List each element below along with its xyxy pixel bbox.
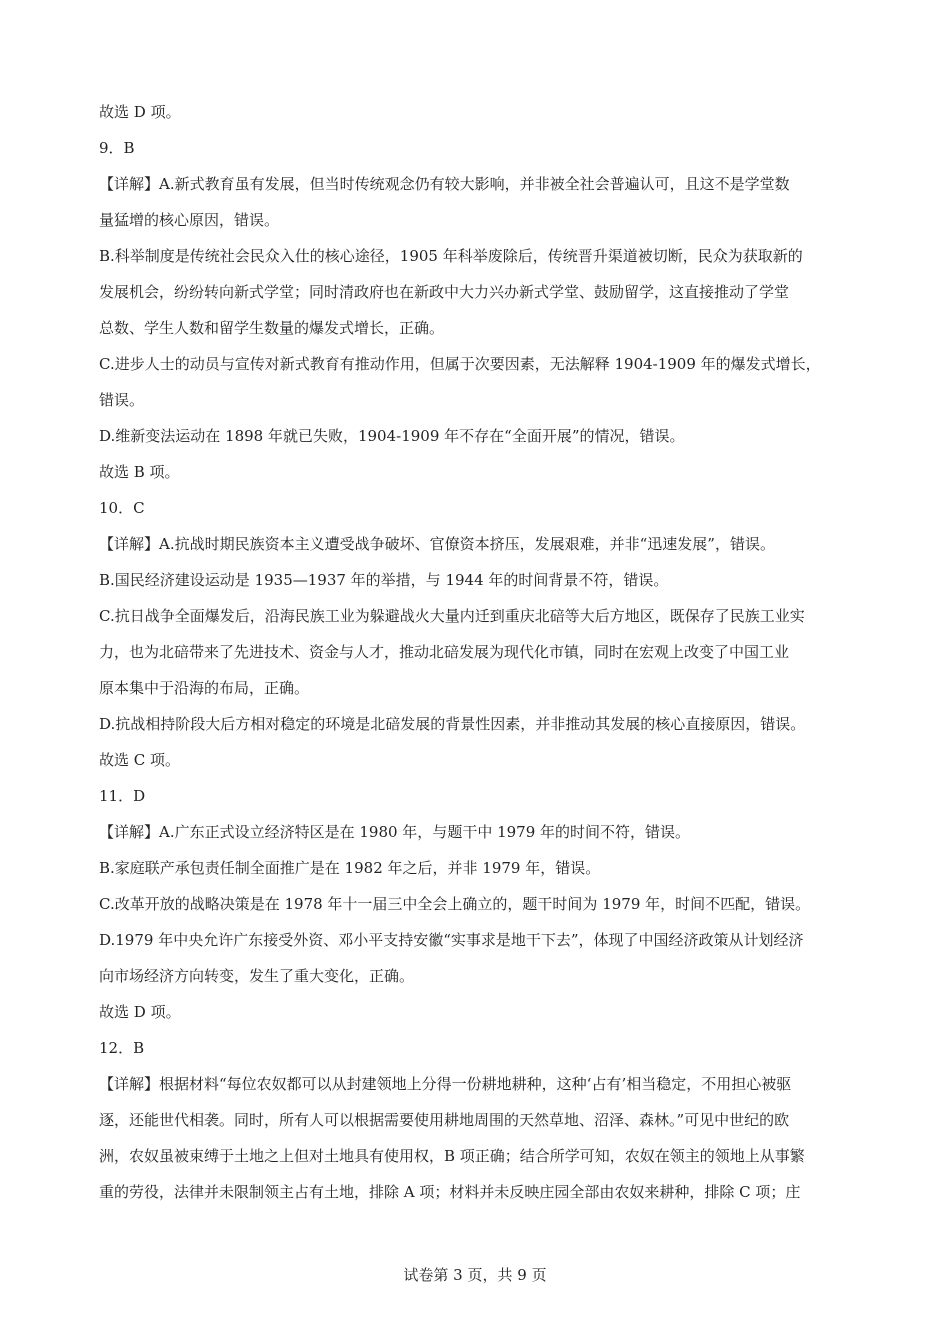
text-line: B.国民经济建设运动是 1935—1937 年的举措，与 1944 年的时间背景不符，错误。 <box>99 571 669 589</box>
text-line: 总数、学生人数和留学生数量的爆发式增长，正确。 <box>99 319 445 337</box>
text-line: 12．B <box>99 1039 145 1057</box>
text-line: 故选 D 项。 <box>99 1003 181 1021</box>
text-line: 9．B <box>99 139 135 157</box>
text-line: 【详解】根据材料“每位农奴都可以从封建领地上分得一份耕地耕种，这种‘占有’相当稳定，不用担心被驱 <box>99 1075 792 1093</box>
text-line: 【详解】A.广东正式设立经济特区是在 1980 年，与题干中 1979 年的时间不符，错误。 <box>99 823 691 841</box>
text-line: 10．C <box>99 499 145 517</box>
text-line: D.1979 年中央允许广东接受外资、邓小平支持安徽“实事求是地干下去”，体现了中国经济政策从计划经济 <box>99 931 804 949</box>
text-line: 逐，还能世代相袭。同时，所有人可以根据需要使用耕地周围的天然草地、沼泽、森林。”可见中世纪的欧 <box>99 1111 790 1129</box>
text-line: 力，也为北碚带来了先进技术、资金与人才，推动北碚发展为现代化市镇，同时在宏观上改变了中国工业 <box>99 643 790 661</box>
text-line: B.家庭联产承包责任制全面推广是在 1982 年之后，并非 1979 年，错误。 <box>99 859 601 877</box>
text-line: 原本集中于沿海的布局，正确。 <box>99 679 310 697</box>
text-line: 量猛增的核心原因，错误。 <box>99 211 280 229</box>
text-line: 错误。 <box>99 391 145 409</box>
text-line: B.科举制度是传统社会民众入仕的核心途径，1905 年科举废除后，传统晋升渠道被切断，民众为获取新的 <box>99 247 803 265</box>
text-line: 11．D <box>99 787 146 805</box>
text-line: 故选 D 项。 <box>99 103 181 121</box>
text-line: 【详解】A.新式教育虽有发展，但当时传统观念仍有较大影响，并非被全社会普遍认可，且这不是学堂数 <box>99 175 790 193</box>
text-line: 发展机会，纷纷转向新式学堂；同时清政府也在新政中大力兴办新式学堂、鼓励留学，这直接推动了学堂 <box>99 283 790 301</box>
answer-content <box>99 94 859 1210</box>
text-line: 【详解】A.抗战时期民族资本主义遭受战争破坏、官僚资本挤压，发展艰难，并非“迅速发展”，错误。 <box>99 535 775 553</box>
text-line: 向市场经济方向转变，发生了重大变化，正确。 <box>99 967 415 985</box>
text-line: C.改革开放的战略决策是在 1978 年十一届三中全会上确立的，题干时间为 1979 年，时间不匹配，错误。 <box>99 895 811 913</box>
text-line: D.抗战相持阶段大后方相对稳定的环境是北碚发展的背景性因素，并非推动其发展的核心直接原因，错误。 <box>99 715 806 733</box>
text-line: 重的劳役，法律并未限制领主占有土地，排除 A 项；材料并未反映庄园全部由农奴来耕种，排除 C 项；庄 <box>99 1183 801 1201</box>
text-line: C.抗日战争全面爆发后，沿海民族工业为躲避战火大量内迁到重庆北碚等大后方地区，既保存了民族工业实 <box>99 607 805 625</box>
page-footer: 试卷第 3 页，共 9 页 <box>403 1266 547 1284</box>
text-line: 故选 B 项。 <box>99 463 180 481</box>
text-line: 洲，农奴虽被束缚于土地之上但对土地具有使用权，B 项正确；结合所学可知，农奴在领主的领地上从事繁 <box>99 1147 805 1165</box>
text-line: D.维新变法运动在 1898 年就已失败，1904-1909 年不存在“全面开展”的情况，错误。 <box>99 427 685 445</box>
text-line: 故选 C 项。 <box>99 751 181 769</box>
text-line: C.进步人士的动员与宣传对新式教育有推动作用，但属于次要因素，无法解释 1904-1909 年的爆发式增长， <box>99 355 821 373</box>
